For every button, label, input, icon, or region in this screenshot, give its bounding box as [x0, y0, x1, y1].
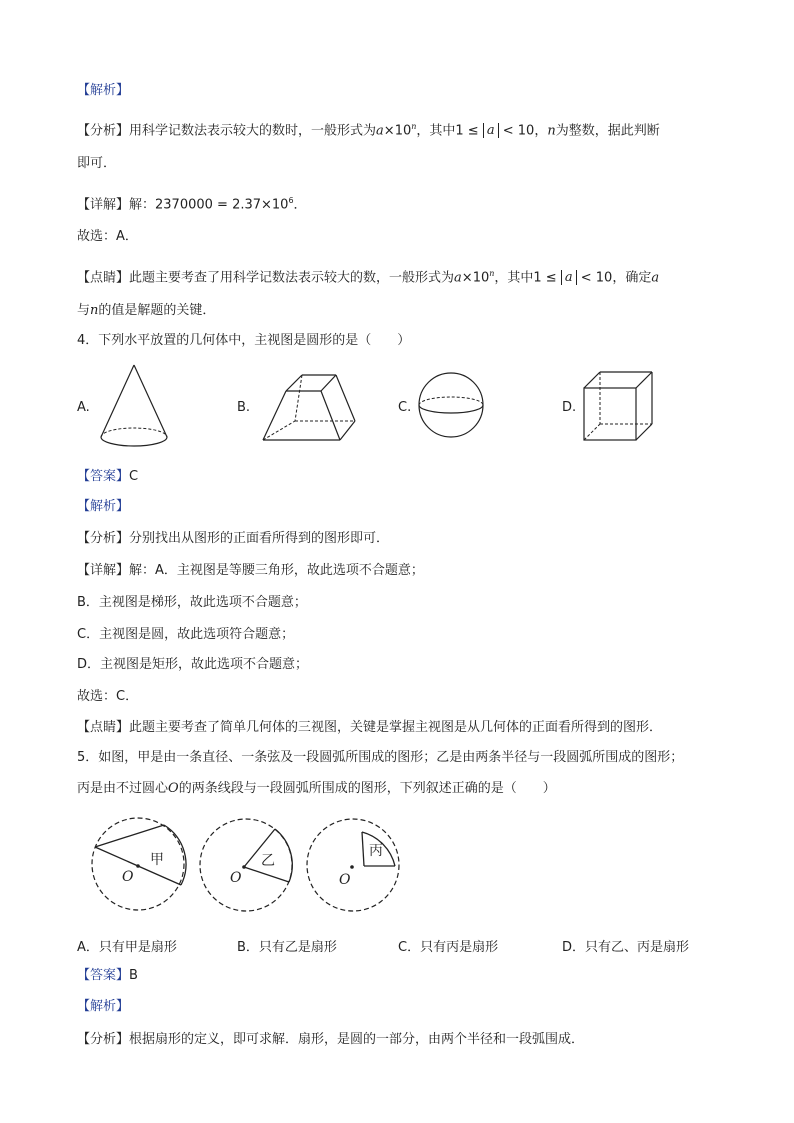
q4-line-c: C．主视图是圆，故此选项符合题意； — [77, 627, 295, 642]
q5-question-2a: 丙是由不过圆心 — [77, 781, 169, 796]
q4-option-d: D. — [562, 400, 577, 415]
q5-analysis-tag: 【分析】 — [77, 1032, 130, 1047]
q4-jiexi: 【解析】 — [77, 499, 130, 514]
analysis-text: 用科学记数法表示较大的数时，一般形式为 — [129, 123, 377, 139]
q4-detail — [77, 562, 424, 580]
yi-center: O — [230, 870, 242, 886]
analysis-text-4: 为整数，据此判断 — [555, 123, 660, 139]
q4-line-b: B．主视图是梯形，故此选项不合题意； — [77, 595, 307, 610]
comment-cont — [77, 302, 215, 320]
q4-comment-tag: 【点睛】 — [77, 720, 130, 735]
q5-option-a: A．只有甲是扇形 — [77, 940, 177, 955]
jiexi-heading: 【解析】 — [77, 83, 130, 98]
q5-center-o: O — [168, 781, 179, 796]
q5-option-b: B．只有乙是扇形 — [237, 940, 337, 955]
comment-paragraph — [77, 265, 659, 287]
comment-text-3: ，确定 — [612, 270, 652, 286]
figure-yi — [197, 810, 307, 922]
frustum-figure — [255, 368, 355, 448]
q5-option-d: D．只有乙、丙是扇形 — [562, 940, 690, 955]
math-a: a — [376, 123, 384, 139]
math-a-2: a — [454, 270, 462, 286]
q4-analysis-tag: 【分析】 — [77, 531, 130, 546]
math-n-sup: n — [411, 122, 417, 131]
q4-option-c: C. — [398, 400, 412, 415]
q5-option-c: C．只有丙是扇形 — [398, 940, 499, 955]
analysis-paragraph — [77, 118, 660, 140]
choice-line: 故选：A． — [77, 229, 138, 244]
math-n: n — [547, 123, 556, 139]
ineq-left: 1 ≤ — [455, 123, 483, 139]
q4-choice: 故选：C． — [77, 689, 139, 704]
q4-analysis-text: 分别找出从图形的正面看所得到的图形即可． — [129, 531, 390, 546]
ineq-left-2: 1 ≤ — [533, 270, 561, 286]
figure-jia — [90, 810, 200, 922]
detail-exp: 6 — [288, 196, 294, 205]
comment-tag: 【点睛】 — [77, 270, 130, 286]
jia-label: 甲 — [150, 852, 164, 868]
math-n-sup-2: n — [489, 269, 495, 278]
q5-analysis-text: 根据扇形的定义，即可求解．扇形，是圆的一部分，由两个半径和一段弧围成． — [129, 1032, 585, 1047]
cube-figure — [582, 370, 662, 442]
q4-answer-tag: 【答案】 — [77, 469, 130, 484]
q5-question-2 — [77, 780, 556, 798]
analysis-text-2: ，其中 — [416, 123, 456, 139]
ineq-right: < 10 — [498, 123, 535, 139]
q4-question: 4．下列水平放置的几何体中，主视图是圆形的是（ ） — [77, 333, 411, 348]
q4-line-d: D．主视图是矩形，故此选项不合题意； — [77, 657, 309, 672]
math-n-2: n — [90, 303, 99, 318]
math-times10: ×10 — [383, 123, 412, 139]
q4-comment — [77, 719, 662, 737]
detail-tag: 【详解】 — [77, 197, 130, 213]
jia-center: O — [122, 869, 134, 885]
detail-text: 解：2370000 = 2.37×10 — [129, 197, 289, 213]
q5-answer — [77, 967, 138, 985]
q5-answer-value: B — [129, 968, 138, 983]
q4-comment-text: 此题主要考查了简单几何体的三视图，关键是掌握主视图是从几何体的正面看所得到的图形． — [129, 720, 663, 735]
abs-a-2: a — [561, 270, 577, 285]
math-a-3: a — [651, 270, 660, 286]
q5-jiexi: 【解析】 — [77, 999, 130, 1014]
bing-center: O — [339, 872, 351, 888]
detail-end: ． — [293, 197, 307, 213]
abs-a: a — [483, 123, 499, 138]
q5-question-1: 5．如图，甲是由一条直径、一条弦及一段圆弧所围成的图形；乙是由两条半径与一段圆弧所围成的图形； — [77, 750, 684, 765]
comment-text-5: 的值是解题的关键． — [98, 303, 216, 318]
q4-detail-tag: 【详解】 — [77, 563, 130, 578]
q5-answer-tag: 【答案】 — [77, 968, 130, 983]
cone-figure — [95, 360, 185, 455]
analysis-end: 即可． — [77, 156, 117, 171]
q4-option-b: B. — [237, 400, 251, 415]
q4-answer-value: C — [129, 469, 139, 484]
sphere-figure — [418, 372, 488, 442]
yi-label: 乙 — [261, 853, 275, 869]
math-times10-2: ×10 — [461, 270, 490, 286]
detail-paragraph — [77, 192, 307, 214]
comment-text-2: ，其中 — [494, 270, 534, 286]
q4-answer — [77, 468, 138, 486]
q5-analysis — [77, 1031, 584, 1049]
comment-text-4: 与 — [77, 303, 91, 318]
comment-text: 此题主要考查了用科学记数法表示较大的数，一般形式为 — [129, 270, 455, 286]
q5-question-2c: 的两条线段与一段圆弧所围成的图形，下列叙述正确的是（ ） — [178, 781, 556, 796]
analysis-text-3: ， — [534, 123, 548, 139]
figure-bing — [303, 810, 413, 922]
q4-analysis — [77, 530, 389, 548]
bing-label: 丙 — [369, 843, 383, 859]
ineq-right-2: < 10 — [576, 270, 613, 286]
q4-detail-text: 解：A．主视图是等腰三角形，故此选项不合题意； — [129, 563, 424, 578]
q4-option-a: A. — [77, 400, 90, 415]
analysis-tag: 【分析】 — [77, 123, 130, 139]
